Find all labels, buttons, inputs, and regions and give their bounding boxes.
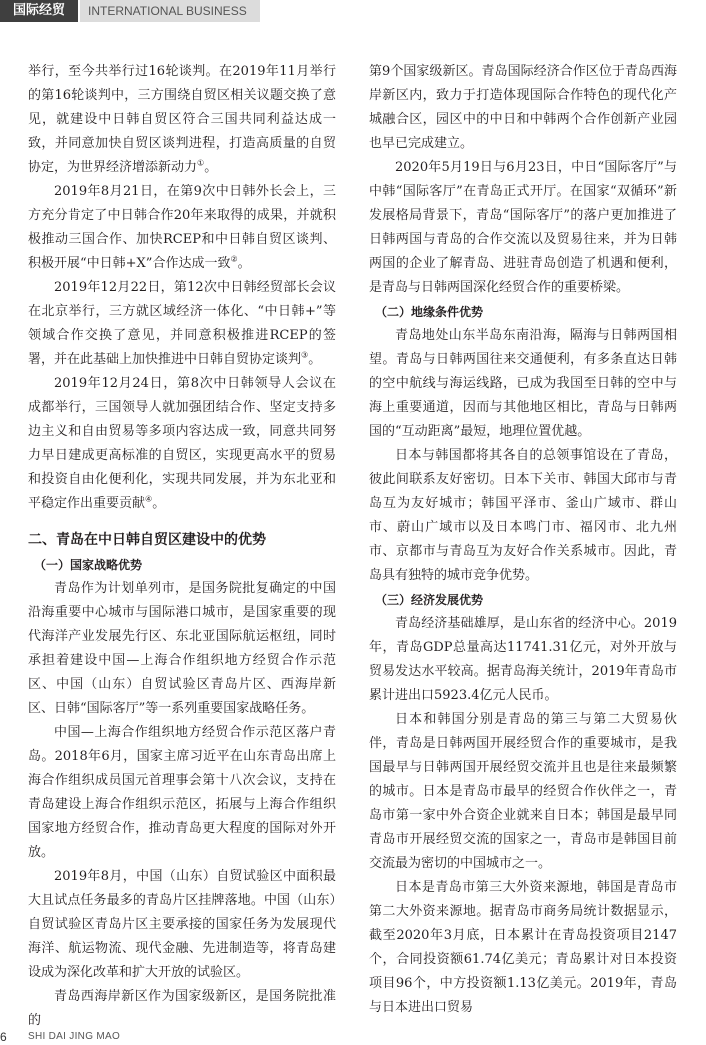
subsection-heading: （二）地缘条件优势: [375, 305, 484, 319]
paragraph: 日本和韩国分别是青岛的第三与第二大贸易伙伴，青岛是日韩两国开展经贸合作的重要城市，是我国最早与日韩两国开展经贸交流并且也是往来最频繁的城市。日本是青岛市最早的经贸合作伙伴之一，青岛市第一家中外合资企业就来自日本；韩国是最早同青岛市开展经贸交流的国家之一，青岛市是韩国目前交流最为密切的中国城市之一。: [369, 712, 677, 871]
paragraph: 2019年8月21日，在第9次中日韩外长会上，三方充分肯定了中日韩合作20年来取得的成果，并就积极推动三国合作、加快RCEP和中日韩自贸区谈判、积极开展“中日韩+X”合作达成一致②。: [28, 184, 336, 271]
paragraph: 青岛西海岸新区作为国家级新区，是国务院批准的: [28, 989, 336, 1028]
section-title-cn: 国际经贸: [0, 0, 78, 22]
paragraph: 2020年5月19日与6月23日，中日“国际客厅”与中韩“国际客厅”在青岛正式开厅。在国家“双循环”新发展格局背景下，青岛“国际客厅”的落户更加推进了日韩两国与青岛的合作交流以及贸易往来，并为日韩两国的企业了解青岛、进驻青岛创造了机遇和便利，是青岛与日韩两国深化经贸合作的重要桥梁。: [369, 160, 677, 295]
paragraph: 青岛地处山东半岛东南沿海，隔海与日韩两国相望。青岛与日韩两国往来交通便利，有多条直达日韩的空中航线与海运线路，已成为我国至日韩的空中与海上重要通道，因而与其他地区相比，青岛与日韩两国的“互动距离”最短，地理位置优越。: [369, 328, 677, 439]
paragraph: 青岛经济基础雄厚，是山东省的经济中心。2019年，青岛GDP总量高达11741.31亿元，对外开放与贸易发达水平较高。据青岛海关统计，2019年青岛市累计进出口5923.4亿元人民币。: [369, 616, 677, 703]
paragraph: 青岛作为计划单列市，是国务院批复确定的中国沿海重要中心城市与国际港口城市，是国家重要的现代海洋产业发展先行区、东北亚国际航运枢纽，同时承担着建设中国—上海合作组织地方经贸合作示范区、中国（山东）自贸试验区青岛片区、西海岸新区、日韩“国际客厅”等一系列重要国家战略任务。: [28, 581, 336, 716]
footnote-mark: ①: [197, 158, 205, 168]
section-heading: 二、青岛在中日韩自贸区建设中的优势: [28, 532, 266, 548]
paragraph: 2019年12月24日，第8次中日韩领导人会议在成都举行，三国领导人就加强团结合作、坚定支持多边主义和自由贸易等多项内容达成一致，同意共同努力早日建成更高标准的自贸区，实现更高水平的贸易和投资自由化便利化，实现共同发展，并为东北亚和平稳定作出重要贡献④。: [28, 376, 336, 511]
section-title-en: INTERNATIONAL BUSINESS: [80, 0, 260, 22]
footnote-mark: ②: [230, 254, 238, 264]
footnote-mark: ④: [145, 494, 153, 504]
page-number: 6: [0, 1030, 7, 1044]
paragraph: 日本与韩国都将其各自的总领事馆设在了青岛，彼此间联系友好密切。日本下关市、韩国大邱市与青岛互为友好城市；韩国平泽市、釜山广域市、群山市、蔚山广域市以及日本鸣门市、福冈市、北九州市、京都市与青岛互为友好合作关系城市。因此，青岛具有独特的城市竞争优势。: [369, 448, 677, 583]
paragraph: 第9个国家级新区。青岛国际经济合作区位于青岛西海岸新区内，致力于打造体现国际合作特色的现代化产城融合区，园区中的中日和中韩两个合作创新产业园也早已完成建立。: [369, 64, 677, 151]
section-header: [0, 0, 262, 22]
paragraph: 日本是青岛市第三大外资来源地，韩国是青岛市第二大外资来源地。据青岛市商务局统计数据显示，截至2020年3月底，日本累计在青岛投资项目2147个，合同投资额61.74亿美元；青岛累计对日本投资项目96个，中方投资额1.13亿美元。2019年，青岛与日本进出口贸易: [369, 880, 677, 1015]
paragraph: 2019年12月22日，第12次中日韩经贸部长会议在北京举行，三方就区域经济一体化、“中日韩+”等领域合作交换了意见，并同意积极推进RCEP的签署，并在此基础上加快推进中日韩自贸协定谈判③。: [28, 280, 336, 367]
paragraph: 2019年8月，中国（山东）自贸试验区中面积最大且试点任务最多的青岛片区挂牌落地。中国（山东）自贸试验区青岛片区主要承接的国家任务为发展现代海洋、航运物流、现代金融、先进制造等，将青岛建设成为深化改革和扩大开放的试验区。: [28, 869, 336, 980]
subsection-heading: （三）经济发展优势: [375, 593, 484, 607]
footnote-mark: ③: [301, 350, 309, 360]
magazine-name: SHI DAI JING MAO: [28, 1031, 121, 1042]
right-column: [369, 60, 677, 1020]
paragraph: 中国—上海合作组织地方经贸合作示范区落户青岛。2018年6月，国家主席习近平在山东青岛出席上海合作组织成员国元首理事会第十八次会议，支持在青岛建设上海合作组织示范区，拓展与上海合作组织国家地方经贸合作，推动青岛更大程度的国际对外开放。: [28, 725, 336, 860]
left-column: [28, 60, 336, 1033]
paragraph: 举行，至今共举行过16轮谈判。在2019年11月举行的第16轮谈判中，三方围绕自贸区相关议题交换了意见，就建设中日韩自贸区符合三国共同利益达成一致，并同意加快自贸区谈判进程，打造高质量的自贸协定，为世界经济增添新动力①。: [28, 64, 336, 175]
page-footer: [0, 1030, 300, 1044]
subsection-heading: （一）国家战略优势: [34, 558, 143, 572]
